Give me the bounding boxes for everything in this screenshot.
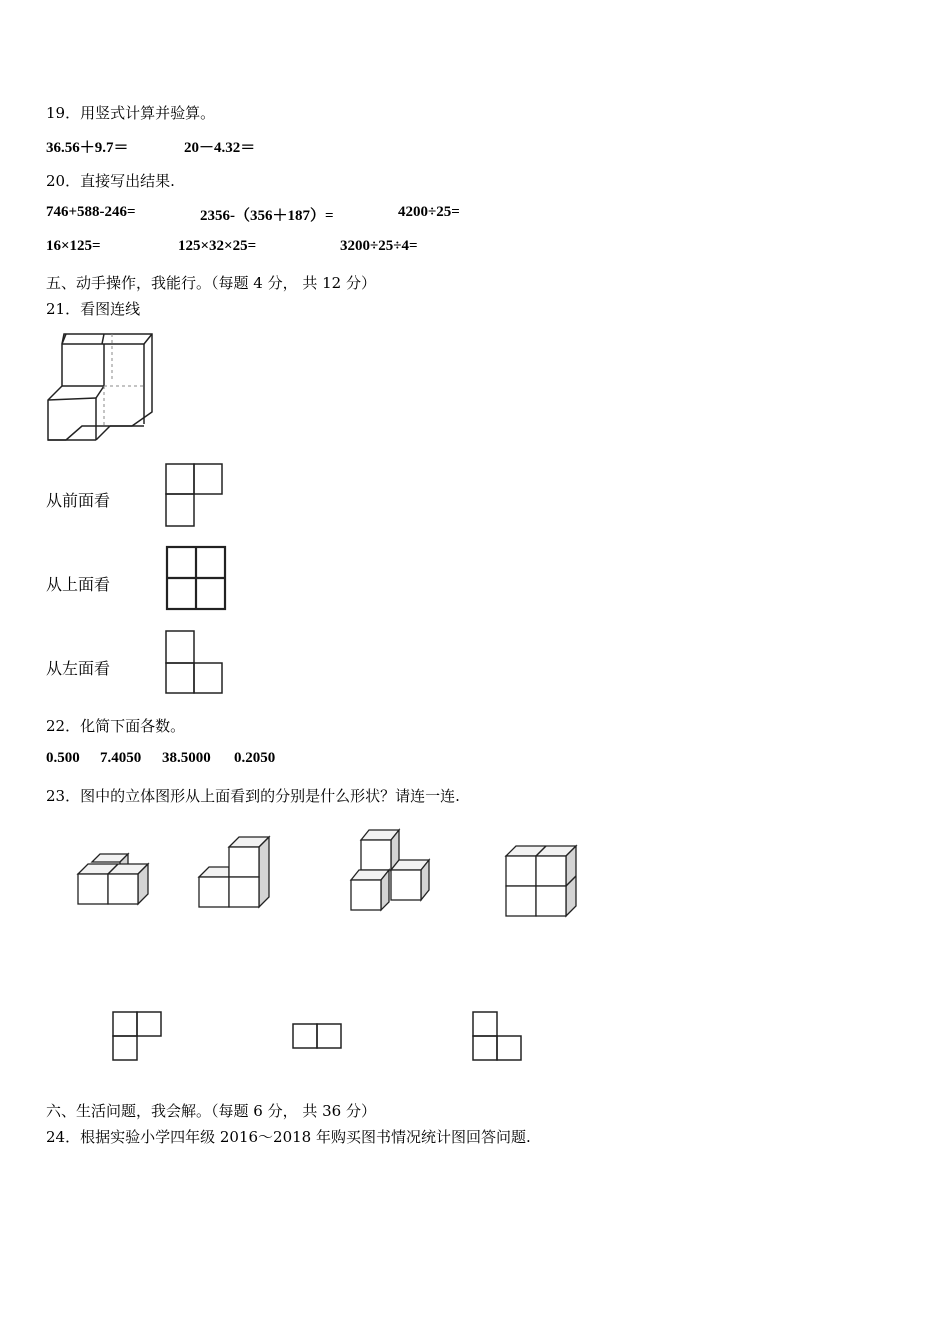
- q22-number-2: 7.4050: [100, 750, 142, 766]
- q20-r2-c3: 3200÷25÷4=: [340, 238, 418, 254]
- q22-number-3: 38.5000: [162, 750, 211, 766]
- q19-expr-2: 20－4.32＝: [184, 140, 256, 156]
- section-6-title: 六、生活问题，我会解。（每题 6 分， 共 36 分）: [46, 1102, 376, 1120]
- q20-r2-c1: 16×125=: [46, 238, 101, 254]
- q19-title: 19．用竖式计算并验算。: [46, 104, 216, 122]
- q22-title: 22．化简下面各数。: [46, 717, 186, 735]
- q21-view-shape-3: [164, 629, 226, 697]
- q22-number-1: 0.500: [46, 750, 80, 766]
- q21-view-shape-1: [164, 462, 226, 528]
- q21-title: 21．看图连线: [46, 300, 141, 318]
- q23-solid-3: [349, 828, 435, 914]
- q21-view-shape-2: [165, 545, 229, 613]
- q23-solid-4: [504, 844, 580, 920]
- q19-expr-1: 36.56＋9.7＝: [46, 140, 129, 156]
- q23-option-2: [291, 1022, 343, 1050]
- q21-view-left-label: 从左面看: [46, 659, 111, 678]
- q23-option-1: [111, 1010, 163, 1062]
- q24-title: 24．根据实验小学四年级 2016～2018 年购买图书情况统计图回答问题.: [46, 1128, 531, 1146]
- q20-r1-c2: 2356-（356＋187）=: [200, 208, 334, 224]
- q21-view-top-label: 从上面看: [46, 575, 111, 594]
- q21-view-front-label: 从前面看: [46, 491, 111, 510]
- q20-r1-c1: 746+588-246=: [46, 204, 136, 220]
- q20-r2-c2: 125×32×25=: [178, 238, 257, 254]
- q23-solid-2: [197, 835, 273, 911]
- q22-number-4: 0.2050: [234, 750, 276, 766]
- q20-title: 20．直接写出结果.: [46, 172, 175, 190]
- q23-solid-1: [76, 852, 152, 908]
- section-5-title: 五、动手操作，我能行。（每题 4 分， 共 12 分）: [46, 274, 376, 292]
- q23-option-3: [471, 1010, 523, 1062]
- q23-title: 23．图中的立体图形从上面看到的分别是什么形状？请连一连.: [46, 787, 460, 805]
- q21-solid-figure: [46, 330, 158, 445]
- q20-r1-c3: 4200÷25=: [398, 204, 460, 220]
